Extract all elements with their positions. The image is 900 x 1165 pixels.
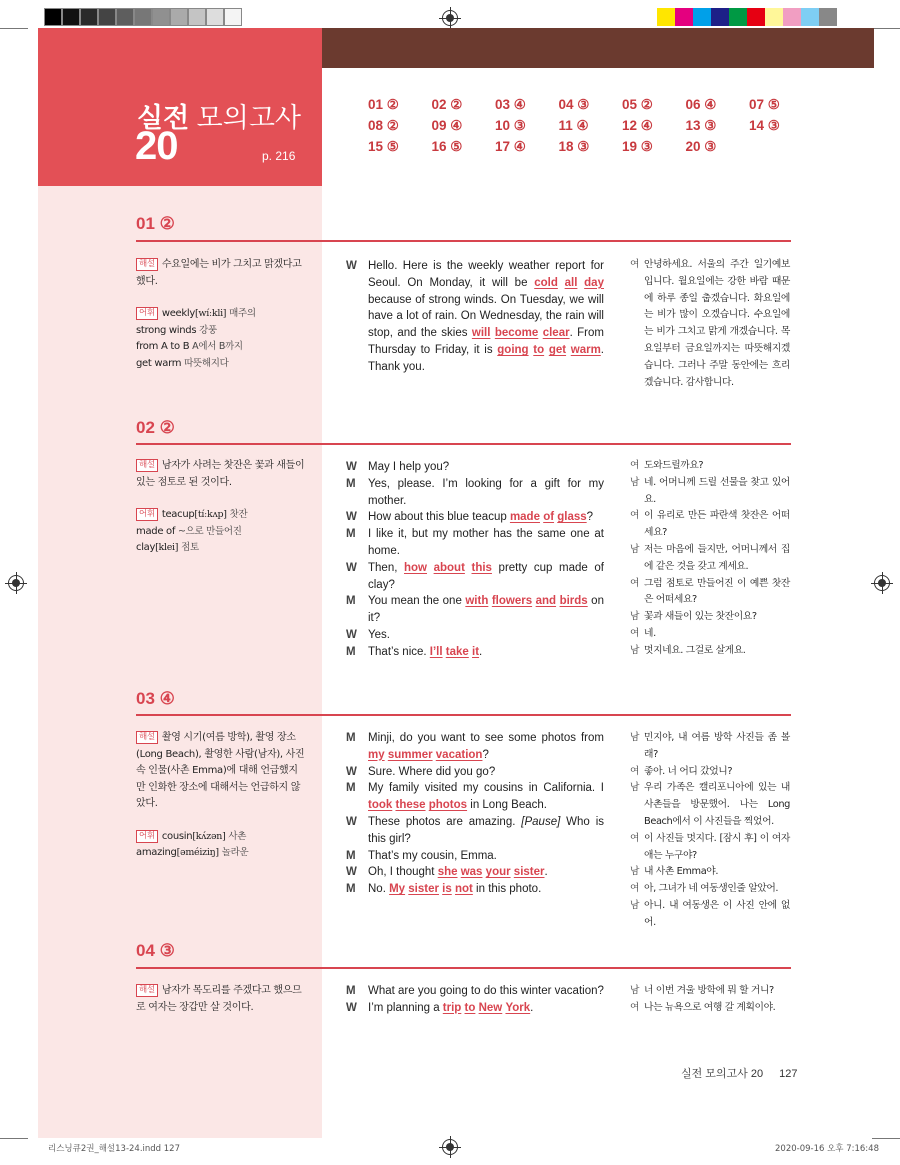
- dialogue-line: [346, 1000, 604, 1017]
- translation-speaker: 여: [630, 627, 640, 639]
- crop-mark: [0, 28, 28, 29]
- vocab-meaning: 강풍: [199, 324, 217, 336]
- translation-speaker: 남: [630, 732, 640, 743]
- translation-text: 너 이번 겨울 방학에 뭐 할 거니?: [644, 985, 774, 996]
- dialogue-line: [346, 881, 604, 898]
- translation-line: [630, 542, 790, 576]
- speaker-label: W: [346, 628, 357, 641]
- dialogue-fragment: on it?: [368, 595, 604, 625]
- section-heading: 02 ②: [136, 418, 175, 437]
- dialogue-line: [346, 864, 604, 881]
- blank-answer: summer: [387, 748, 433, 761]
- dialogue-fragment: .: [479, 645, 483, 658]
- explanation-tag: 해설: [136, 731, 158, 744]
- page-footer: 실전 모의고사 20 127: [681, 1068, 798, 1080]
- blank-answer: warm: [570, 343, 601, 356]
- blank-answer: these: [395, 799, 426, 812]
- dialogue-text: [368, 627, 604, 644]
- speaker-label: W: [346, 765, 357, 778]
- registration-mark-bottom: [442, 1139, 458, 1155]
- blank-answer: how: [404, 561, 427, 574]
- dialogue-fragment: because of strong winds. On Tuesday, we will have a lot of rain. On Wednesday, the rain will stop, and the skies: [368, 293, 604, 340]
- dialogue-fragment: [465, 562, 472, 574]
- left-sidebar-background: [38, 28, 322, 1138]
- blank-answer: cold: [534, 276, 558, 289]
- speaker-label: M: [346, 849, 356, 862]
- translation-speaker: 여: [630, 510, 640, 522]
- dialogue-fragment: These photos are amazing.: [368, 815, 522, 828]
- vocab-word: strong winds: [136, 324, 197, 336]
- dialogue-fragment: Then,: [368, 561, 404, 574]
- dialogue-line: [346, 258, 604, 376]
- blank-answer: going: [497, 343, 529, 356]
- translation-line: [630, 475, 790, 509]
- speaker-label: W: [346, 561, 357, 574]
- dialogue-line: [346, 848, 604, 865]
- translation-text: 안녕하세요. 서울의 주간 일기예보입니다. 월요일에는 강한 바람 때문에 하루 종일 춥겠습니다. 화요일에는 비가 많이 오겠습니다. 수요일에는 비가 그치고 맑게 개겠습니다. 목요일부터 금요일까지는 따뜻해지겠습니다. 그러나 주말 동안에는 흐리겠습니다. 감사합니다.: [644, 259, 790, 388]
- translation-speaker: 남: [630, 866, 640, 878]
- dialogue-fragment: I’m planning a: [368, 1001, 443, 1014]
- color-bar: [657, 8, 837, 26]
- blank-answer: York: [505, 1001, 531, 1014]
- translation-line: [630, 609, 790, 626]
- blank-answer: made: [509, 511, 540, 524]
- print-timestamp: 2020-09-16 오후 7:16:48: [775, 1144, 879, 1154]
- vocab-tag: 어휘: [136, 307, 158, 320]
- blank-answer: get: [548, 343, 567, 356]
- blank-answer: sister: [408, 883, 439, 896]
- translation-line: [630, 626, 790, 643]
- dialogue-fragment: in this photo.: [472, 883, 542, 896]
- speaker-label: W: [346, 461, 357, 473]
- explanation-text: [136, 983, 306, 1016]
- dialogue-fragment: That’s nice.: [368, 645, 430, 658]
- translation-line: [630, 864, 790, 881]
- translation-speaker: 여: [630, 1001, 640, 1013]
- dialogue-script: [346, 258, 604, 376]
- explanation-body: 촬영 시기(여름 방학), 촬영 장소(Long Beach), 촬영한 사람(남자), 사진 속 인물(사촌 Emma)에 대해 언급했지만 인화한 장소에 대해서는 언급하지 않았다.: [136, 732, 305, 809]
- vocab-tag: 어휘: [136, 830, 158, 843]
- registration-mark-top: [442, 10, 458, 26]
- dialogue-fragment: .: [544, 866, 548, 879]
- vocab-meaning: 매주의: [229, 308, 256, 319]
- translation-text: 아니. 내 여동생은 이 사진 안에 없어.: [644, 899, 790, 928]
- blank-answer: took: [368, 799, 393, 812]
- translation-line: [630, 780, 790, 830]
- dialogue-fragment: Oh, I thought: [368, 866, 438, 879]
- explanation-tag: 해설: [136, 258, 158, 271]
- test-number: 20: [135, 124, 178, 168]
- blank-answer: clear: [542, 327, 570, 340]
- dialogue-fragment: Minji, do you want to see some photos from: [368, 732, 604, 744]
- blank-answer: your: [485, 866, 511, 879]
- explanation-text: [136, 730, 306, 813]
- blank-answer: to: [464, 1001, 476, 1014]
- explanation-body: 남자가 목도리를 주겠다고 했으므로 여자는 장갑만 살 것이다.: [136, 985, 302, 1013]
- answer-item: 19 ③: [622, 139, 653, 154]
- dialogue-text: [368, 593, 604, 627]
- translation-text: 꽃과 새들이 있는 찻잔이요?: [644, 611, 757, 623]
- blank-answer: vacation: [435, 748, 483, 761]
- blank-answer: not: [454, 883, 473, 896]
- vocab-phonetic: [klei]: [155, 542, 179, 553]
- page-number: 127: [779, 1068, 798, 1080]
- vocab-item: [136, 540, 306, 557]
- dialogue-script: [346, 459, 604, 661]
- answer-item: 08 ②: [368, 118, 399, 133]
- translation-text: 내 사촌 Emma야.: [644, 866, 719, 878]
- translation-line: [630, 458, 790, 475]
- blank-answer: and: [535, 595, 557, 608]
- translation-speaker: 남: [630, 782, 640, 794]
- dialogue-fragment: . From Thursday to Friday, it is: [368, 327, 604, 356]
- dialogue-fragment: You mean the one: [368, 595, 466, 608]
- dialogue-fragment: I like it, but my mother has the same one at home.: [368, 528, 604, 557]
- blank-answer: to: [533, 343, 545, 356]
- dialogue-line: [346, 526, 604, 560]
- translation-speaker: 여: [630, 259, 640, 270]
- blank-answer: day: [584, 276, 604, 289]
- blank-answer: will: [471, 327, 491, 340]
- dialogue-fragment: Sure. Where did you go?: [368, 765, 496, 778]
- dialogue-text: [368, 644, 604, 661]
- translation-block: [630, 257, 790, 391]
- speaker-label: M: [346, 645, 356, 658]
- dialogue-line: [346, 509, 604, 526]
- grayscale-bar: [44, 8, 242, 26]
- vocab-item: [136, 323, 306, 340]
- vocab-word: clay: [136, 542, 156, 553]
- blank-answer: my: [368, 748, 385, 761]
- translation-line: [630, 257, 790, 391]
- answer-item: 03 ④: [495, 97, 526, 112]
- speaker-label: M: [346, 732, 356, 744]
- explanation-block: [136, 458, 306, 557]
- vocab-phonetic: [kʌ́zən]: [192, 830, 226, 842]
- speaker-label: W: [346, 866, 357, 879]
- answer-item: 02 ②: [431, 97, 463, 112]
- vocab-item: [136, 845, 306, 862]
- dialogue-fragment: in Long Beach.: [467, 799, 547, 812]
- dialogue-fragment: [Pause]: [521, 815, 561, 828]
- translation-text: 이 사진들 멋지다. [잠시 후] 이 여자애는 누구야?: [644, 832, 790, 861]
- speaker-label: W: [346, 511, 357, 524]
- translation-line: [630, 983, 790, 1000]
- translation-text: 민지야, 내 여름 방학 사진들 좀 볼래?: [644, 732, 790, 760]
- translation-line: [630, 643, 790, 660]
- translation-block: [630, 983, 790, 1017]
- page-reference: p. 216: [262, 149, 296, 163]
- vocab-meaning: 놀라운: [221, 847, 249, 858]
- vocab-word: get warm: [136, 357, 182, 369]
- dialogue-text: [368, 814, 604, 848]
- vocab-item: [136, 507, 306, 524]
- blank-answer: I’ll: [429, 645, 443, 658]
- translation-text: 이 유리로 만든 파란색 찻잔은 어떠세요?: [644, 510, 790, 539]
- dialogue-fragment: ?: [586, 511, 594, 524]
- translation-speaker: 남: [630, 543, 640, 555]
- dialogue-line: [346, 983, 604, 1000]
- translation-text: 그럼 점토로 만들어진 이 예쁜 찻잔은 어떠세요?: [644, 577, 790, 606]
- dialogue-fragment: No.: [368, 883, 390, 896]
- speaker-label: M: [346, 528, 356, 541]
- speaker-label: M: [346, 883, 356, 896]
- blank-answer: trip: [442, 1001, 462, 1014]
- dialogue-text: [368, 780, 604, 814]
- dialogue-fragment: How about this blue teacup: [368, 511, 510, 524]
- section-heading: 03 ④: [136, 689, 175, 708]
- answer-item: 20 ③: [685, 139, 717, 154]
- answer-item: 13 ③: [685, 118, 717, 133]
- translation-line: [630, 764, 790, 781]
- translation-block: [630, 730, 790, 932]
- vocab-item: [136, 524, 306, 541]
- answer-item: 16 ⑤: [431, 139, 463, 154]
- vocab-phonetic: [tíːkʌp]: [194, 509, 227, 520]
- vocab-meaning: 점토: [181, 542, 199, 553]
- dialogue-line: [346, 764, 604, 781]
- translation-block: [630, 458, 790, 660]
- translation-line: [630, 508, 790, 542]
- dialogue-line: [346, 780, 604, 814]
- dialogue-line: [346, 593, 604, 627]
- dialogue-fragment: [427, 562, 434, 574]
- translation-speaker: 남: [630, 644, 640, 656]
- translation-text: 도와드릴까요?: [644, 460, 704, 471]
- translation-line: [630, 576, 790, 610]
- answer-item: 01 ②: [368, 97, 399, 112]
- dialogue-line: [346, 627, 604, 644]
- blank-answer: become: [494, 327, 539, 340]
- answer-item: 11 ④: [558, 118, 589, 133]
- explanation-body: 남자가 사려는 찻잔은 꽃과 새들이 있는 점토로 된 것이다.: [136, 460, 305, 488]
- spacer: [136, 813, 306, 829]
- translation-speaker: 남: [630, 611, 640, 623]
- explanation-body: 수요일에는 비가 그치고 맑겠다고 했다.: [136, 259, 302, 287]
- crop-mark: [0, 1138, 28, 1139]
- dialogue-fragment: What are you going to do this winter vacation?: [368, 985, 604, 997]
- vocab-meaning: 찻잔: [229, 509, 248, 520]
- dialogue-fragment: Hello. Here is the weekly weather report for Seoul. On Monday, it will be: [368, 260, 604, 289]
- section-heading: 01 ②: [136, 214, 175, 233]
- dialogue-text: [368, 526, 604, 560]
- answer-item: 05 ②: [622, 97, 653, 112]
- translation-line: [630, 1000, 790, 1017]
- dialogue-text: [368, 881, 604, 898]
- blank-answer: she: [437, 866, 458, 879]
- dialogue-line: [346, 560, 604, 594]
- translation-line: [630, 730, 790, 764]
- dialogue-line: [346, 730, 604, 764]
- answer-item: 10 ③: [495, 118, 526, 133]
- blank-answer: photos: [428, 799, 468, 812]
- translation-speaker: 여: [630, 460, 640, 471]
- translation-speaker: 남: [630, 476, 640, 488]
- explanation-tag: 해설: [136, 984, 158, 997]
- translation-speaker: 남: [630, 899, 640, 911]
- vocab-item: [136, 306, 306, 323]
- translation-speaker: 여: [630, 832, 640, 844]
- answer-item: 12 ④: [622, 118, 653, 133]
- translation-text: 네. 어머니께 드릴 선물을 찾고 있어요.: [644, 476, 790, 505]
- dialogue-fragment: That’s my cousin, Emma.: [368, 849, 497, 862]
- translation-text: 네.: [644, 627, 656, 639]
- blank-answer: birds: [559, 595, 588, 608]
- vocab-item: [136, 339, 306, 356]
- translation-speaker: 여: [630, 577, 640, 589]
- blank-answer: flowers: [491, 595, 533, 608]
- dialogue-text: [368, 560, 604, 594]
- vocab-item: [136, 356, 306, 373]
- vocab-word: cousin: [161, 830, 193, 842]
- translation-line: [630, 831, 790, 865]
- blank-answer: take: [445, 645, 469, 658]
- answer-item: 04 ③: [558, 97, 590, 112]
- spacer: [136, 491, 306, 507]
- dialogue-text: [368, 509, 604, 526]
- speaker-label: W: [346, 815, 357, 828]
- translation-line: [630, 898, 790, 932]
- blank-answer: with: [465, 595, 489, 608]
- explanation-block: [136, 983, 306, 1016]
- registration-mark-right: [874, 575, 890, 591]
- answer-item: 09 ④: [431, 118, 463, 133]
- dialogue-line: [346, 644, 604, 661]
- dialogue-line: [346, 814, 604, 848]
- vocab-word: teacup: [161, 509, 195, 520]
- blank-answer: is: [442, 883, 452, 896]
- vocab-meaning: A에서 B까지: [192, 341, 243, 352]
- spacer: [136, 290, 306, 306]
- dialogue-script: [346, 730, 604, 898]
- dialogue-text: [368, 1000, 604, 1017]
- blank-answer: of: [543, 511, 555, 524]
- explanation-block: [136, 257, 306, 372]
- answer-item: 14 ③: [749, 118, 780, 133]
- vocab-word: amazing: [136, 847, 177, 858]
- speaker-label: M: [346, 985, 356, 997]
- dialogue-line: [346, 459, 604, 476]
- dialogue-text: [368, 459, 604, 476]
- translation-speaker: 여: [630, 765, 640, 777]
- dialogue-text: [368, 764, 604, 781]
- blank-answer: it: [472, 645, 480, 658]
- dialogue-text: [368, 476, 604, 510]
- explanation-text: [136, 458, 306, 491]
- speaker-label: W: [346, 1001, 357, 1014]
- dialogue-fragment: . Thank you.: [368, 343, 604, 373]
- vocab-tag: 어휘: [136, 508, 158, 521]
- translation-text: 우리 가족은 캘리포니아에 있는 내 사촌들을 방문했어. 나는 Long Beach에서 이 사진들을 찍었어.: [644, 782, 790, 827]
- explanation-block: [136, 730, 306, 862]
- dialogue-fragment: Yes.: [368, 628, 390, 641]
- dialogue-fragment: .: [530, 1001, 534, 1014]
- crop-mark: [872, 1138, 900, 1139]
- speaker-label: W: [346, 260, 357, 272]
- section-divider: [136, 240, 791, 242]
- answer-item: 07 ⑤: [749, 97, 780, 112]
- blank-answer: this: [471, 561, 492, 574]
- vocab-word: weekly: [161, 308, 195, 319]
- file-slug: 리스닝큐2권_해설13-24.indd 127: [48, 1144, 181, 1154]
- dialogue-text: [368, 258, 604, 376]
- answer-item: 15 ⑤: [368, 139, 399, 154]
- explanation-text: [136, 257, 306, 290]
- speaker-label: M: [346, 782, 356, 795]
- blank-answer: all: [564, 276, 578, 289]
- translation-text: 좋아. 너 어디 갔었니?: [644, 765, 733, 777]
- dialogue-line: [346, 476, 604, 510]
- vocab-word: from A to B: [136, 341, 190, 352]
- dialogue-fragment: Yes, please. I’m looking for a gift for my mother.: [368, 477, 604, 507]
- blank-answer: glass: [557, 511, 587, 524]
- blank-answer: New: [478, 1001, 503, 1014]
- crop-mark: [872, 28, 900, 29]
- translation-speaker: 남: [630, 985, 640, 996]
- blank-answer: was: [460, 866, 483, 879]
- answer-item: 17 ④: [495, 139, 526, 154]
- dialogue-script: [346, 983, 604, 1017]
- dialogue-text: [368, 730, 604, 764]
- answer-key-grid: [368, 97, 813, 155]
- dialogue-text: [368, 848, 604, 865]
- explanation-tag: 해설: [136, 459, 158, 472]
- section-divider: [136, 443, 791, 445]
- section-heading: 04 ③: [136, 941, 175, 960]
- dialogue-fragment: pretty cup made of clay?: [368, 561, 604, 591]
- vocab-phonetic: [əméiziŋ]: [176, 847, 219, 858]
- section-divider: [136, 967, 791, 969]
- translation-line: [630, 881, 790, 898]
- answer-item: 06 ④: [685, 97, 717, 112]
- translation-text: 저는 마음에 들지만, 어머니께서 집에 같은 것을 갖고 계세요.: [644, 543, 790, 572]
- vocab-meaning: 따뜻해지다: [184, 357, 229, 369]
- vocab-word: made of: [136, 525, 176, 537]
- section-divider: [136, 714, 791, 716]
- dialogue-fragment: ?: [482, 748, 489, 761]
- speaker-label: M: [346, 595, 356, 608]
- translation-text: 멋지네요. 그걸로 살게요.: [644, 644, 746, 656]
- dialogue-fragment: May I help you?: [368, 461, 450, 473]
- dialogue-text: [368, 983, 604, 1000]
- page-title: 실전 모의고사: [137, 103, 302, 133]
- translation-text: 아, 그녀가 네 여동생인줄 알았어.: [644, 883, 779, 895]
- vocab-meaning: 사촌: [228, 830, 247, 842]
- vocab-item: [136, 829, 306, 846]
- answer-item: 18 ③: [558, 139, 590, 154]
- header-band: [322, 28, 874, 68]
- dialogue-text: [368, 864, 604, 881]
- blank-answer: sister: [513, 866, 545, 879]
- blank-answer: about: [433, 561, 465, 574]
- translation-text: 나는 뉴욕으로 여행 갈 계획이야.: [644, 1001, 776, 1013]
- dialogue-fragment: [558, 277, 565, 289]
- vocab-meaning: ~으로 만들어진: [177, 525, 242, 537]
- translation-speaker: 여: [630, 883, 640, 895]
- registration-mark-left: [8, 575, 24, 591]
- dialogue-fragment: My family visited my cousins in California. I: [368, 782, 604, 795]
- blank-answer: My: [389, 883, 406, 896]
- vocab-phonetic: [wíːkli]: [195, 308, 227, 319]
- speaker-label: M: [346, 477, 356, 490]
- dialogue-fragment: Who is this girl?: [368, 815, 605, 845]
